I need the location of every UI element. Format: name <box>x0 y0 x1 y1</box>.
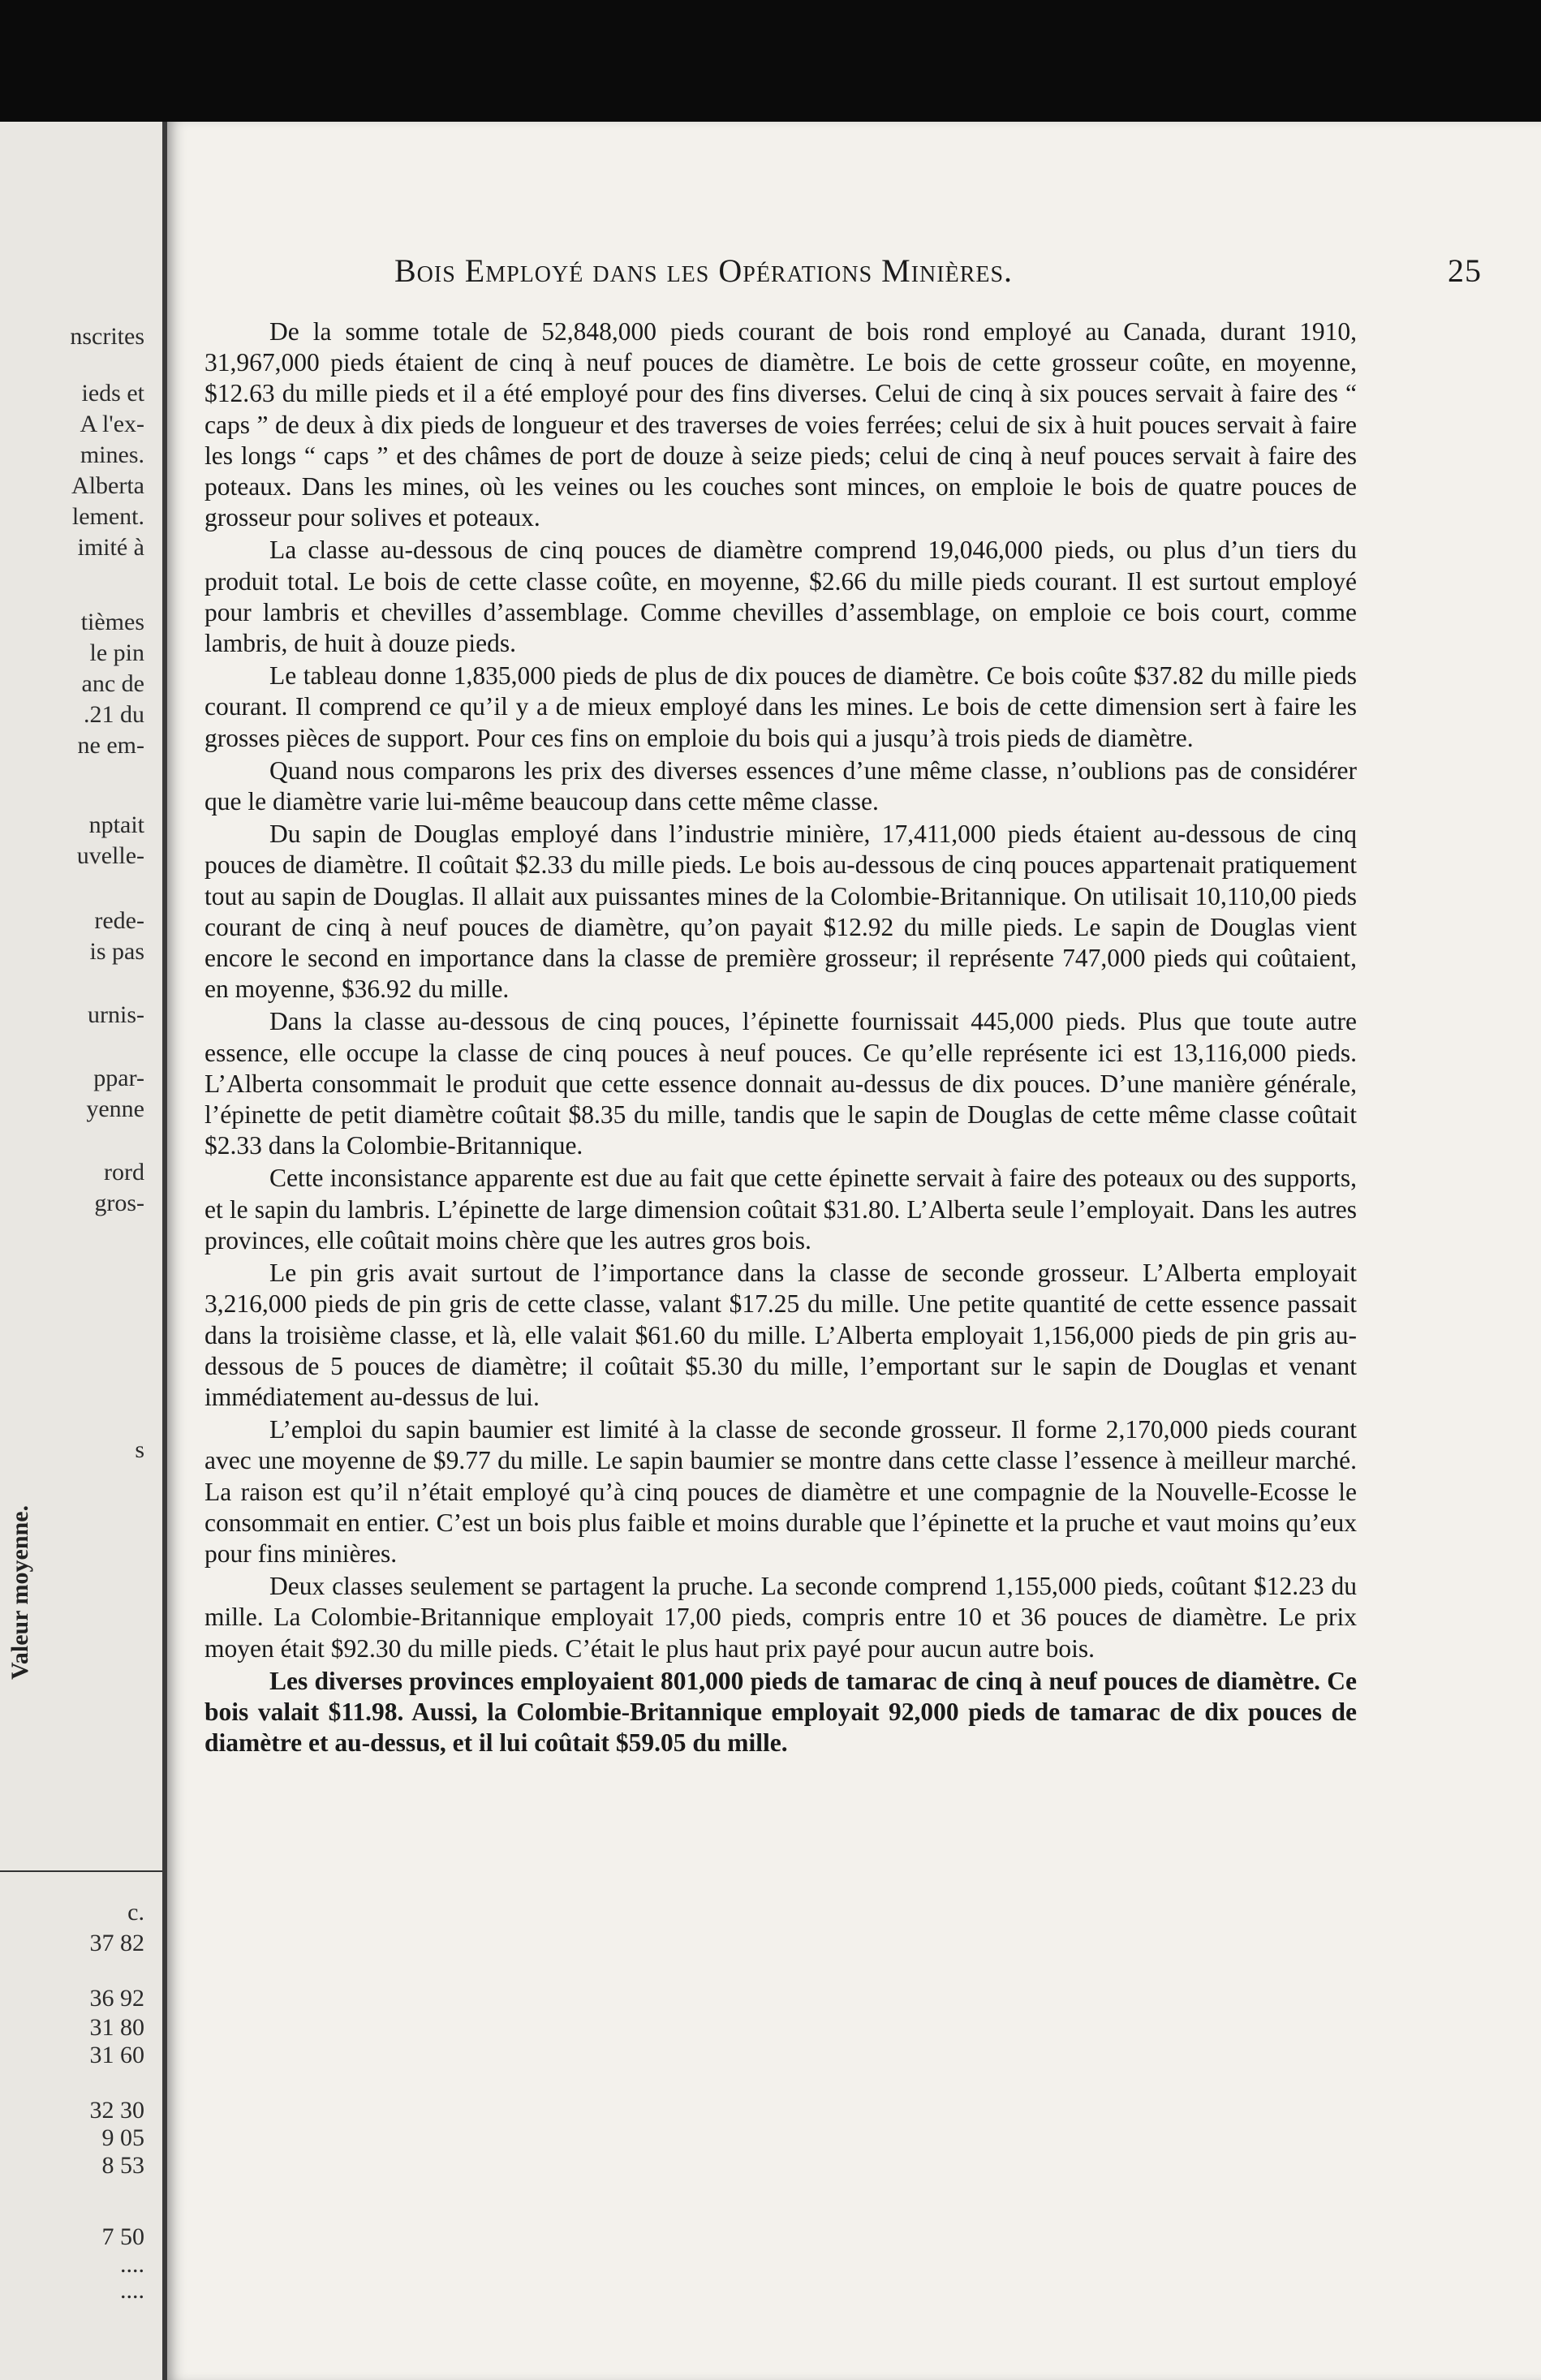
facing-page-value: 31 60 <box>89 2042 144 2068</box>
facing-page-line: tièmes <box>80 609 144 635</box>
facing-page-line: nscrites <box>70 323 144 350</box>
facing-page-line: ne em- <box>77 732 144 759</box>
facing-page-line: rede- <box>94 907 144 934</box>
facing-page-line: A l'ex- <box>80 411 144 437</box>
facing-page-line: yenne <box>86 1095 144 1122</box>
paragraph: L’emploi du sapin baumier est limité à la classe de seconde grosseur. Il forme 2,170,000 pieds courant avec une moyenne de $9.77 du mille. Le sapin baumier se montre dans cette classe l’essence à meilleur marché. La raison est qu’il n’était employé qu’à cinq pouces de diamètre et une compagnie de la Nouvelle-Ecosse le consommait en entier. C’est un bois plus faible et moins durable que l’épinette et la pruche et vaut moins qu’eux pour fins minières. <box>204 1415 1357 1568</box>
paragraph: Dans la classe au-dessous de cinq pouces, l’épinette fournissait 445,000 pieds. Plus que toute autre essence, elle occupe la classe de cinq pouces à neuf pouces. Ce qu’elle représente ici est 13,116,000 pieds. L’Alberta consommait le produit que cette essence donnait au-dessus de dix pouces. D’une manière générale, l’épinette de petit diamètre coûtait $8.35 du mille, tandis que le sapin de Douglas de cette même classe coûtait $2.33 dans la Colombie-Britannique. <box>204 1007 1357 1160</box>
paragraph: Cette inconsistance apparente est due au fait que cette épinette servait à faire des poteaux ou des supports, et le sapin du lambris. L’épinette de large dimension coûtait $31.80. L’Alberta seule l’employait. Dans les autres provinces, elle coûtait moins chère que les autres gros bois. <box>204 1164 1357 1255</box>
facing-page-column-header: Valeur moyenne. <box>6 1504 33 1680</box>
facing-page-line: ppar- <box>93 1065 144 1091</box>
paragraph: Le tableau donne 1,835,000 pieds de plus de dix pouces de diamètre. Ce bois coûte $37.82 du mille pieds courant. Il comprend ce qu’il y a de mieux employé dans les mines. Le bois de cette dimension sert à faire les grosses pièces de support. Pour ces fins on emploie du bois qui a jusqu’à trois pieds de diamètre. <box>204 661 1357 752</box>
paragraph: De la somme totale de 52,848,000 pieds courant de bois rond employé au Canada, durant 1910, 31,967,000 pieds étaient de cinq à neuf pouces de diamètre. Le bois de cette grosseur coûte, en moyenne, $12.63 du mille pieds et il a été employé pour des fins diverses. Celui de cinq à six pouces servait à faire des “ caps ” de deux à dix pieds de longueur et des traverses de voies ferrées; celui de six à huit pouces servait à faire les longs “ caps ” et des châmes de port de douze à seize pieds; celui de cinq à neuf pouces servait à faire des poteaux. Dans les mines, où les veines ou les couches sont minces, on emploie le bois de quatre pouces de grosseur pour solives et poteaux. <box>204 317 1357 532</box>
facing-page-value: 32 30 <box>89 2097 144 2124</box>
facing-page-value: 31 80 <box>89 2014 144 2041</box>
facing-page-value: c. <box>127 1899 144 1926</box>
paragraph: Le pin gris avait surtout de l’importance dans la classe de seconde grosseur. L’Alberta employait 3,216,000 pieds de pin gris de cette classe, valant $17.25 du mille. Une petite quantité de cette essence passait dans la troisième classe, et là, elle valait $61.60 du mille. L’Alberta employait 1,156,000 pieds de pin gris au-dessous de 5 pouces de diamètre; il coûtait $5.30 du mille, l’emportant sur le sapin de Douglas et venant immédiatement au-dessus de lui. <box>204 1259 1357 1411</box>
facing-page-value: 7 50 <box>101 2223 144 2250</box>
paragraph: Les diverses provinces employaient 801,000 pieds de tamarac de cinq à neuf pouces de diamètre. Ce bois valait $11.98. Aussi, la Colombie-Britannique employait 92,000 pieds de tamarac de dix pouces de diamètre et au-dessus, et il lui coûtait $59.05 du mille. <box>204 1666 1357 1758</box>
facing-page-value: 36 92 <box>89 1985 144 2012</box>
page-number: 25 <box>1448 252 1482 289</box>
facing-page-line: imité à <box>77 534 144 561</box>
facing-page-value: 37 82 <box>89 1930 144 1956</box>
running-title: Bois Employé dans les Opérations Minières. <box>394 252 1014 289</box>
facing-page-line: lement. <box>71 503 144 530</box>
facing-page-line: gros- <box>94 1190 144 1216</box>
paragraph: Du sapin de Douglas employé dans l’industrie minière, 17,411,000 pieds étaient au-dessous de cinq pouces de diamètre. Il coûtait $2.33 du mille pieds. Le bois au-dessous de cinq pouces appartenait pratiquement tout au sapin de Douglas. Il allait aux puissantes mines de la Colombie-Britannique. On utilisait 10,110,00 pieds courant de cinq à neuf pouces de diamètre, qu’on payait $12.92 du mille pieds. Le sapin de Douglas vient encore le second en importance dans la classe de première grosseur; il représente 747,000 pieds qui coûtaient, en moyenne, $36.92 du mille. <box>204 820 1357 1004</box>
facing-page-line: rord <box>104 1159 144 1186</box>
body-text <box>204 316 1357 1760</box>
facing-page-line: s <box>135 1436 144 1463</box>
paragraph: Deux classes seulement se partagent la pruche. La seconde comprend 1,155,000 pieds, coûtant $12.23 du mille. La Colombie-Britannique employait 17,00 pieds, compris entre 10 et 36 pouces de diamètre. Le prix moyen était $92.30 du mille pieds. C’était le plus haut prix payé pour aucun autre bois. <box>204 1572 1357 1663</box>
facing-page-line: nptait <box>88 811 144 838</box>
facing-page-line: is pas <box>89 938 144 965</box>
facing-page-fragment <box>0 122 167 2380</box>
facing-page-line: .21 du <box>84 701 144 728</box>
running-header <box>394 252 1482 290</box>
facing-page-value: .... <box>120 2251 144 2278</box>
facing-page-line: le pin <box>89 639 144 666</box>
facing-page-line: Alberta <box>71 472 144 499</box>
paragraph: La classe au-dessous de cinq pouces de diamètre comprend 19,046,000 pieds, ou plus d’un tiers du produit total. Le bois de cette classe coûte, en moyenne, $2.66 du mille pieds courant. Il est surtout employé pour lambris et chevilles d’assemblage. Comme chevilles d’assemblage, on emploie ce bois court, comme lambris, de huit à douze pieds. <box>204 536 1357 658</box>
document-page <box>167 122 1541 2380</box>
facing-page-value: 8 53 <box>101 2152 144 2179</box>
facing-page-line: ieds et <box>81 380 144 407</box>
facing-page-line: urnis- <box>88 1001 144 1028</box>
facing-page-line: anc de <box>81 670 144 697</box>
facing-page-line: uvelle- <box>76 842 144 869</box>
facing-page-line: mines. <box>80 441 144 468</box>
paragraph: Quand nous comparons les prix des diverses essences d’une même classe, n’oublions pas de considérer que le diamètre varie lui-même beaucoup dans cette même classe. <box>204 755 1357 816</box>
table-rule <box>0 1870 162 1872</box>
facing-page-value: 9 05 <box>101 2124 144 2151</box>
facing-page-value: .... <box>120 2277 144 2304</box>
